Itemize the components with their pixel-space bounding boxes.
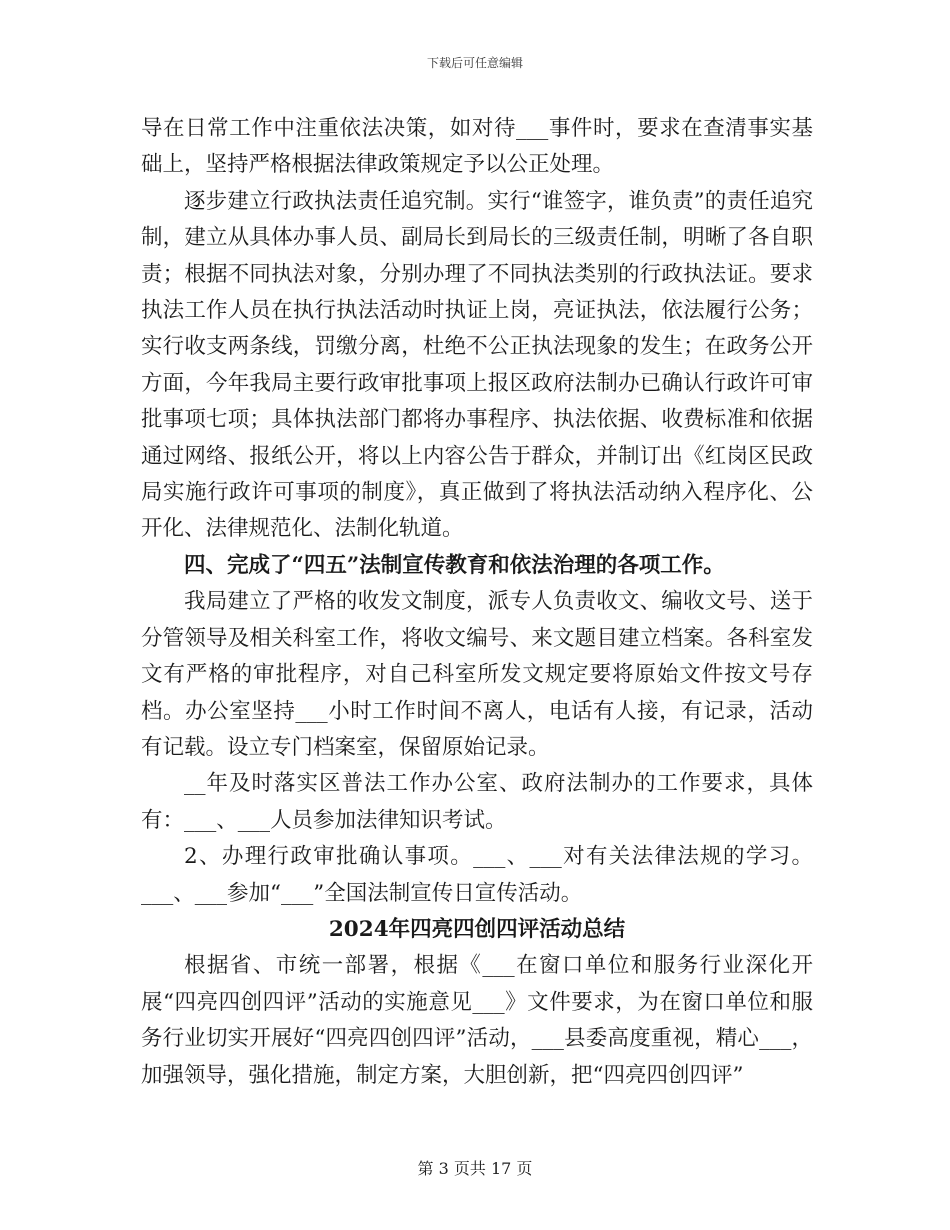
page-header: 下载后可任意编辑	[426, 56, 523, 70]
paragraph-legal-popularization: __年及时落实区普法工作办公室、政府法制办的工作要求，具体有：___、___人员参加法律知识考试。	[141, 771, 813, 833]
page-number: 第 3 页共 17 页	[417, 1159, 533, 1178]
paragraph-approval-items: 2、办理行政审批确认事项。___、___对有关法律法规的学习。___、___参加“___”全国法制宣传日宣传活动。	[141, 844, 813, 906]
paragraph-enforcement-accountability: 逐步建立行政执法责任追究制。实行“谁签字，谁负责”的责任追究制，建立从具体办事人员、副局长到局长的三级责任制，明晰了各自职责；根据不同执法对象，分别办理了不同执法类别的行政执法证。要求执法工作人员在执行执法活动时执证上岗，亮证执法，依法履行公务；实行收支两条线，罚缴分离，杜绝不公正执法现象的发生；在政务公开方面，今年我局主要行政审批事项上报区政府法制办已确认行政许可审批事项七项；具体执法部门都将办事程序、执法依据、收费标准和依据通过网络、报纸公开，将以上内容公告于群众，并制订出《红岗区民政局实施行政许可事项的制度》，真正做到了将执法活动纳入程序化、公开化、法律规范化、法制化轨道。	[141, 188, 813, 542]
paragraph-decision-making: 导在日常工作中注重依法决策，如对待___事件时，要求在查清事实基础上，坚持严格根据法律政策规定予以公正处理。	[141, 116, 813, 178]
section-heading-four: 四、完成了“四五”法制宣传教育和依法治理的各项工作。	[184, 552, 725, 578]
paragraph-activity-summary: 根据省、市统一部署，根据《___在窗口单位和服务行业深化开展“四亮四创四评”活动的实施意见___》文件要求，为在窗口单位和服务行业切实开展好“四亮四创四评”活动，___县委高度重视，精心___，加强领导，强化措施，制定方案，大胆创新，把“四亮四创四评”	[141, 953, 813, 1088]
section-title-2024: 2024年四亮四创四评活动总结	[328, 916, 626, 942]
paragraph-document-system: 我局建立了严格的收发文制度，派专人负责收文、编收文号、送于分管领导及相关科室工作，将收文编号、来文题目建立档案。各科室发文有严格的审批程序，对自己科室所发文规定要将原始文件按文号存档。办公室坚持___小时工作时间不离人，电话有人接，有记录，活动有记载。设立专门档案室，保留原始记录。	[141, 589, 813, 760]
document-body	[141, 111, 813, 1094]
